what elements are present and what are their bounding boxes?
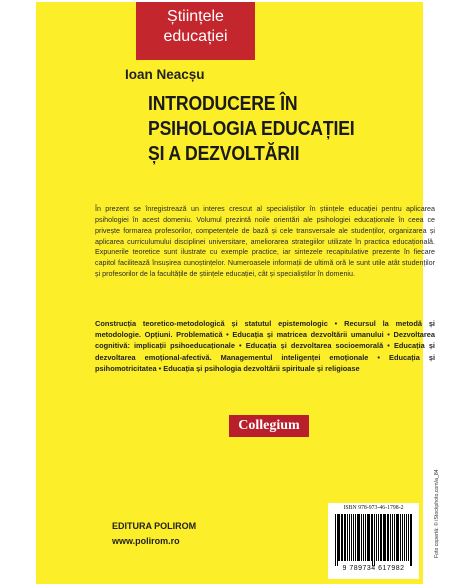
barcode-bar (361, 514, 362, 561)
isbn-text: ISBN 978-973-46-1798-2 (343, 505, 404, 511)
series-line-1: Științele (167, 8, 224, 25)
collegium-logo: Collegium (229, 415, 309, 437)
barcode-bar (410, 514, 411, 566)
author-name: Ioan Neacșu (125, 67, 205, 82)
book-description: În prezent se înregistrează un interes crescut al specialiștilor în științele educației pentru aplicarea psihologiei în acest domeniu. Volumul prezintă noile orientări ale psihologiei educaționale în ceea ce privește formarea profesorilor, competențele de bază și cele transversale ale studenților, organizarea și aplicarea curriculumului disciplinei universitare, ameliorarea strategiilor utilizate în practica educațională. Expunerile teoretice sunt ilustrate cu exemple practice, iar sintezele recapitulative prezente în fiecare capitol facilitează însușirea cunoștințelor. Numeroasele informații de ultimă oră le sunt utile atât studenților și profesorilor de la facultățile de științele educației, cât și specialiștilor în domeniu. (95, 205, 435, 279)
barcode-bar (357, 514, 358, 561)
series-line-2: educației (163, 28, 228, 45)
barcode-bar (335, 514, 336, 566)
barcode-digits: 9 789734 617982 (342, 565, 405, 572)
barcode-bar (363, 514, 364, 561)
barcode-bar (402, 514, 403, 561)
book-title-line-2: PSIHOLOGIA EDUCAȚIEI (148, 117, 355, 140)
barcode-bar (396, 514, 397, 561)
publisher-name: EDITURA POLIROM (112, 521, 197, 531)
barcode-bar (351, 514, 352, 561)
barcode-bar (394, 514, 395, 561)
barcode-bar (342, 514, 343, 561)
barcode-bar (347, 514, 348, 561)
photo-credit: Foto copertă: © iStockphoto.com/a_84 (434, 469, 440, 558)
barcode-bar (380, 514, 382, 561)
barcode-bar (358, 514, 360, 561)
barcode-bar (378, 514, 379, 561)
barcode-bar (404, 514, 405, 561)
barcode-bar (390, 514, 391, 561)
barcode-bar (338, 514, 339, 561)
barcode-bar (367, 514, 368, 561)
publisher-website: www.polirom.ro (112, 536, 180, 546)
book-topics: Construcția teoretico-metodologică și statutul epistemologic • Recursul la metodă și metodologie. Opțiuni. Problematică • Educația și matricea dezvoltării umanului • Dezvoltarea cognitivă: implicații psihoeducaționale • Educația și dezvoltarea socioemorală • Educația și dezvoltarea emoțional-afectivă. Managementul inteligenței emoționale • Educația și psihomotricitatea • Educația și psihologia dezvoltării spirituale și religioase (95, 319, 435, 373)
barcode-icon (335, 514, 413, 565)
barcode-bar (388, 514, 389, 561)
barcode-bar (406, 514, 407, 561)
barcode-bar (372, 514, 373, 566)
barcode-bar (387, 514, 388, 561)
book-title-line-1: INTRODUCERE ÎN (148, 92, 298, 115)
barcode-bar (368, 514, 369, 561)
barcode-bar (341, 514, 342, 561)
barcode-bar (374, 514, 375, 566)
series-badge (136, 2, 255, 60)
barcode-box (328, 503, 419, 579)
barcode-bar (349, 514, 350, 561)
barcode-bar (384, 514, 385, 561)
barcode-bar (411, 514, 412, 566)
barcode-bar (376, 514, 377, 561)
barcode-bar (344, 514, 346, 561)
barcode-bar (371, 514, 372, 561)
book-back-cover (36, 2, 440, 584)
barcode-bar (383, 514, 384, 561)
barcode-bar (400, 514, 401, 561)
barcode-bar (365, 514, 366, 561)
book-title-line-3: ȘI A DEZVOLTĂRII (148, 142, 300, 165)
barcode-bar (397, 514, 399, 561)
barcode-bar (353, 514, 354, 561)
barcode-bar (408, 514, 409, 561)
barcode-bar (337, 514, 338, 566)
barcode-bar (392, 514, 393, 561)
barcode-bar (355, 514, 356, 561)
